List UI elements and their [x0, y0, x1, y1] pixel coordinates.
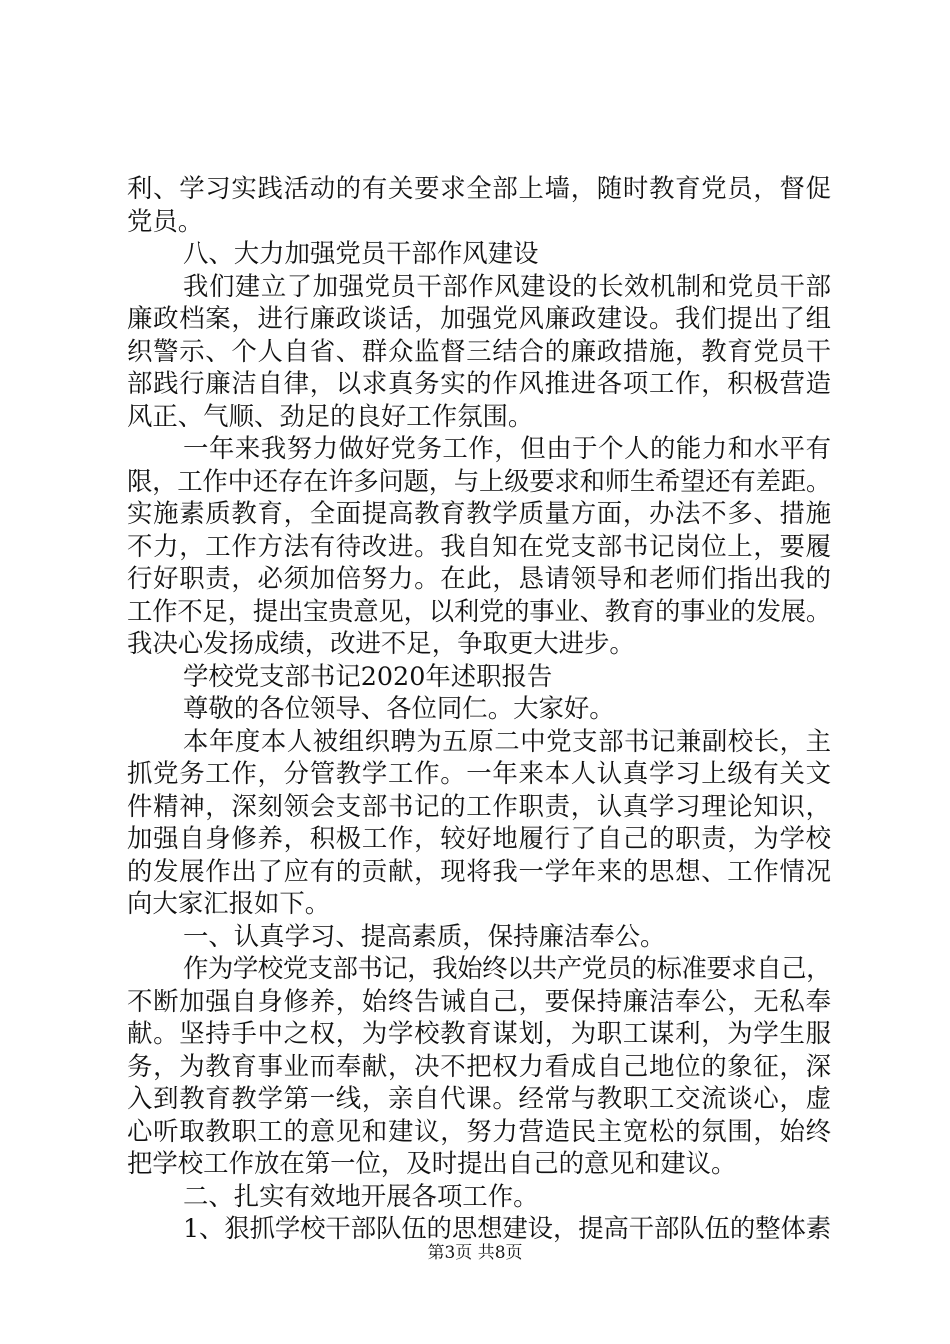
text-line: 作为学校党支部书记，我始终以共产党员的标准要求自己， — [183, 953, 832, 983]
text-line: 八、大力加强党员干部作风建设 — [183, 238, 539, 268]
text-line: 一、认真学习、提高素质，保持廉洁奉公。 — [183, 920, 666, 951]
text-line: 心听取教职工的意见和建议，努力营造民主宽松的氛围，始终 — [127, 1115, 832, 1146]
text-line: 限，工作中还存在许多问题，与上级要求和师生希望还有差距。 — [127, 465, 832, 496]
text-line: 不断加强自身修养，始终告诫自己，要保持廉洁奉公，无私奉 — [127, 985, 832, 1016]
text-line: 我决心发扬成绩，改进不足，争取更大进步。 — [127, 628, 635, 658]
text-line: 把学校工作放在第一位，及时提出自己的意见和建议。 — [127, 1148, 737, 1178]
text-line: 本年度本人被组织聘为五原二中党支部书记兼副校长，主 — [183, 725, 832, 756]
text-line: 学校党支部书记2020年述职报告 — [183, 660, 553, 691]
text-line: 廉政档案，进行廉政谈话，加强党风廉政建设。我们提出了组 — [127, 303, 832, 333]
text-line: 尊敬的各位领导、各位同仁。大家好。 — [183, 693, 615, 723]
text-line: 利、学习实践活动的有关要求全部上墙，随时教育党员，督促 — [127, 173, 832, 203]
text-line: 部践行廉洁自律，以求真务实的作风推进各项工作，积极营造 — [127, 368, 832, 398]
text-line: 1、狠抓学校干部队伍的思想建设，提高干部队伍的整体素 — [183, 1213, 831, 1243]
text-line: 件精神，深刻领会支部书记的工作职责，认真学习理论知识， — [127, 790, 832, 821]
text-line: 的发展作出了应有的贡献，现将我一学年来的思想、工作情况 — [127, 855, 832, 886]
text-line: 工作不足，提出宝贵意见，以利党的事业、教育的事业的发展。 — [127, 595, 832, 626]
document-body — [127, 172, 831, 1245]
text-line: 党员。 — [127, 205, 204, 236]
text-line: 入到教育教学第一线，亲自代课。经常与教职工交流谈心，虚 — [127, 1083, 832, 1113]
text-line: 一年来我努力做好党务工作，但由于个人的能力和水平有 — [183, 433, 832, 463]
text-line: 实施素质教育，全面提高教育教学质量方面，办法不多、措施 — [127, 498, 832, 528]
text-line: 抓党务工作，分管教学工作。一年来本人认真学习上级有关文 — [127, 758, 832, 788]
text-line: 织警示、个人自省、群众监督三结合的廉政措施，教育党员干 — [127, 335, 832, 366]
text-line: 务，为教育事业而奉献，决不把权力看成自己地位的象征，深 — [127, 1050, 832, 1081]
text-line: 不力，工作方法有待改进。我自知在党支部书记岗位上，要履 — [127, 530, 832, 561]
text-line: 风正、气顺、劲足的良好工作氛围。 — [127, 400, 534, 431]
text-line: 献。坚持手中之权，为学校教育谋划，为职工谋利，为学生服 — [127, 1018, 832, 1048]
text-line: 向大家汇报如下。 — [127, 888, 331, 918]
text-line: 二、扎实有效地开展各项工作。 — [183, 1180, 539, 1211]
text-line: 行好职责，必须加倍努力。在此，恳请领导和老师们指出我的 — [127, 563, 832, 593]
text-line: 我们建立了加强党员干部作风建设的长效机制和党员干部 — [183, 270, 832, 301]
text-line: 加强自身修养，积极工作，较好地履行了自己的职责，为学校 — [127, 823, 832, 853]
page-footer: 第3页 共8页 — [427, 1243, 523, 1263]
